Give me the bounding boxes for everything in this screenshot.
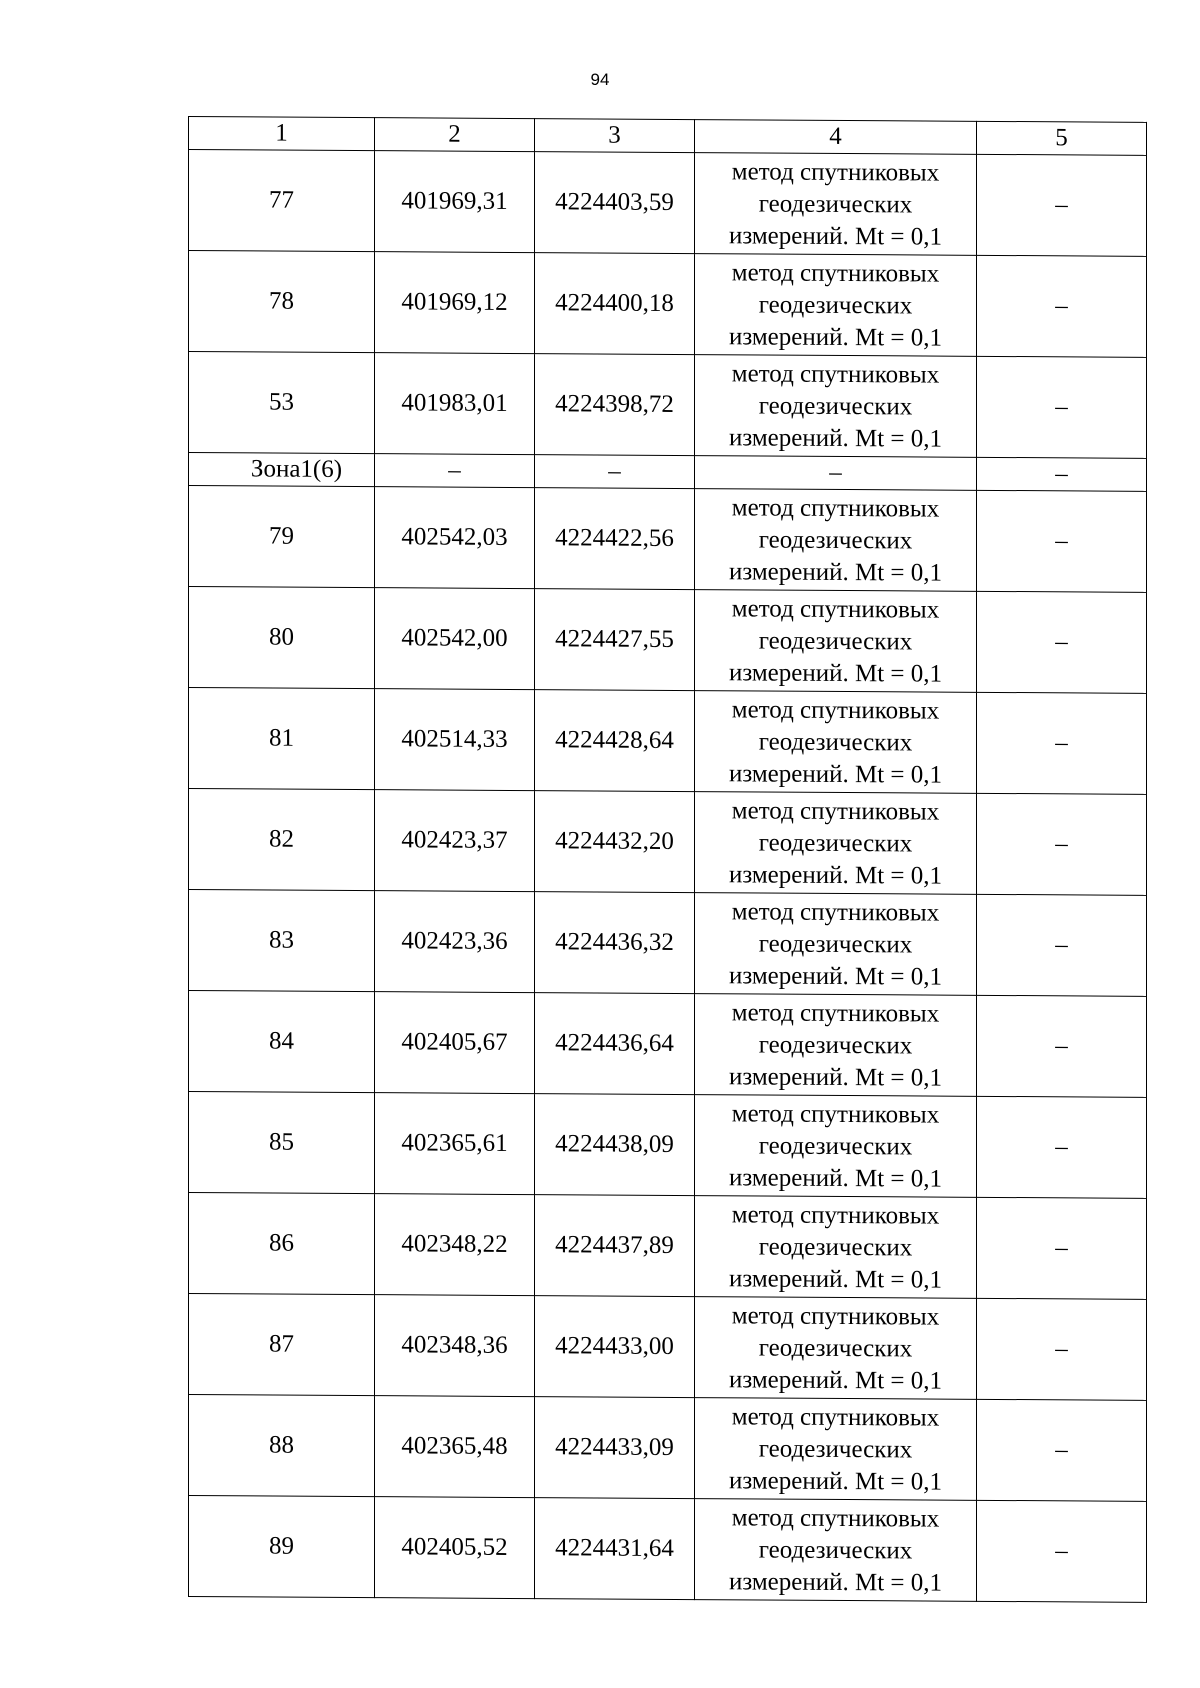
method-text-line: измерений. Mt = 0,1 bbox=[728, 861, 943, 890]
table-cell: – bbox=[375, 454, 535, 488]
table-row bbox=[189, 991, 1147, 1098]
note-cell: – bbox=[977, 490, 1147, 592]
point-number-cell: 83 bbox=[189, 890, 375, 992]
y-coordinate-cell: 4224398,72 bbox=[535, 354, 695, 456]
table-cell: – bbox=[977, 457, 1147, 491]
table-row bbox=[189, 1294, 1147, 1401]
method-text-line: геодезических bbox=[758, 1031, 913, 1060]
y-coordinate-cell: 4224400,18 bbox=[535, 253, 695, 355]
x-coordinate-cell: 401969,31 bbox=[375, 151, 535, 253]
x-coordinate-cell: 401983,01 bbox=[375, 353, 535, 455]
method-cell bbox=[695, 893, 977, 996]
method-cell bbox=[695, 792, 977, 895]
y-coordinate-cell: 4224436,32 bbox=[535, 892, 695, 994]
method-text-line: метод спутниковых bbox=[731, 1403, 940, 1432]
page-number: 94 bbox=[590, 70, 610, 89]
y-coordinate-cell: 4224422,56 bbox=[535, 488, 695, 590]
zone-label: Зона1(6) bbox=[189, 453, 375, 487]
method-text-line: геодезических bbox=[758, 392, 913, 421]
method-text-line: измерений. Mt = 0,1 bbox=[728, 1467, 943, 1496]
table-row bbox=[189, 486, 1147, 593]
method-cell bbox=[695, 254, 977, 357]
x-coordinate-cell: 402405,67 bbox=[375, 992, 535, 1094]
method-text-line: измерений. Mt = 0,1 bbox=[728, 962, 943, 991]
note-cell: – bbox=[977, 356, 1147, 458]
method-cell bbox=[695, 994, 977, 1097]
note-cell: – bbox=[977, 894, 1147, 996]
method-cell bbox=[695, 1196, 977, 1299]
method-text-line: измерений. Mt = 0,1 bbox=[728, 424, 943, 453]
y-coordinate-cell: 4224431,64 bbox=[535, 1498, 695, 1600]
method-text-line: измерений. Mt = 0,1 bbox=[728, 222, 943, 251]
point-number-cell: 88 bbox=[189, 1395, 375, 1497]
point-number-cell: 79 bbox=[189, 486, 375, 588]
y-coordinate-cell: 4224436,64 bbox=[535, 993, 695, 1095]
method-text-line: геодезических bbox=[758, 1435, 913, 1464]
method-text-line: геодезических bbox=[758, 1536, 913, 1565]
method-text-line: измерений. Mt = 0,1 bbox=[728, 1063, 943, 1092]
method-text-line: измерений. Mt = 0,1 bbox=[728, 323, 943, 352]
table-row bbox=[189, 1092, 1147, 1199]
method-cell bbox=[695, 1095, 977, 1198]
point-number-cell: 77 bbox=[189, 150, 375, 252]
note-cell: – bbox=[977, 591, 1147, 693]
method-cell bbox=[695, 691, 977, 794]
point-number-cell: 84 bbox=[189, 991, 375, 1093]
column-header: 3 bbox=[535, 119, 695, 153]
table-row bbox=[189, 587, 1147, 694]
method-text-line: измерений. Mt = 0,1 bbox=[728, 1265, 943, 1294]
y-coordinate-cell: 4224437,89 bbox=[535, 1195, 695, 1297]
y-coordinate-cell: 4224403,59 bbox=[535, 152, 695, 254]
table-row bbox=[189, 150, 1147, 257]
note-cell: – bbox=[977, 1500, 1147, 1602]
point-number-cell: 82 bbox=[189, 789, 375, 891]
note-cell: – bbox=[977, 1298, 1147, 1400]
note-cell: – bbox=[977, 1096, 1147, 1198]
y-coordinate-cell: 4224432,20 bbox=[535, 791, 695, 893]
point-number-cell: 80 bbox=[189, 587, 375, 689]
method-cell bbox=[695, 1297, 977, 1400]
note-cell: – bbox=[977, 995, 1147, 1097]
point-number-cell: 53 bbox=[189, 352, 375, 454]
y-coordinate-cell: 4224433,00 bbox=[535, 1296, 695, 1398]
point-number-cell: 87 bbox=[189, 1294, 375, 1396]
method-text-line: метод спутниковых bbox=[731, 797, 940, 826]
method-text-line: метод спутниковых bbox=[731, 158, 940, 187]
x-coordinate-cell: 402423,37 bbox=[375, 790, 535, 892]
note-cell: – bbox=[977, 1197, 1147, 1299]
x-coordinate-cell: 402423,36 bbox=[375, 891, 535, 993]
x-coordinate-cell: 401969,12 bbox=[375, 252, 535, 354]
column-header: 5 bbox=[977, 121, 1147, 155]
table-row bbox=[189, 1395, 1147, 1502]
x-coordinate-cell: 402542,00 bbox=[375, 588, 535, 690]
y-coordinate-cell: 4224433,09 bbox=[535, 1397, 695, 1499]
method-text-line: геодезических bbox=[758, 190, 913, 219]
note-cell: – bbox=[977, 154, 1147, 256]
point-number-cell: 89 bbox=[189, 1496, 375, 1598]
method-cell bbox=[695, 153, 977, 256]
method-text-line: измерений. Mt = 0,1 bbox=[728, 1366, 943, 1395]
column-header: 1 bbox=[189, 117, 375, 151]
table-row bbox=[189, 688, 1147, 795]
x-coordinate-cell: 402542,03 bbox=[375, 487, 535, 589]
point-number-cell: 86 bbox=[189, 1193, 375, 1295]
y-coordinate-cell: 4224438,09 bbox=[535, 1094, 695, 1196]
method-text-line: метод спутниковых bbox=[731, 259, 940, 288]
method-text-line: метод спутниковых bbox=[731, 898, 940, 927]
method-text-line: метод спутниковых bbox=[731, 494, 940, 523]
method-text-line: геодезических bbox=[758, 1334, 913, 1363]
method-text-line: геодезических bbox=[758, 1132, 913, 1161]
note-cell: – bbox=[977, 1399, 1147, 1501]
method-text-line: метод спутниковых bbox=[731, 595, 940, 624]
point-number-cell: 85 bbox=[189, 1092, 375, 1194]
method-text-line: геодезических bbox=[758, 291, 913, 320]
method-text-line: измерений. Mt = 0,1 bbox=[728, 659, 943, 688]
table-cell: – bbox=[535, 455, 695, 489]
y-coordinate-cell: 4224427,55 bbox=[535, 589, 695, 691]
method-text-line: метод спутниковых bbox=[731, 1302, 940, 1331]
method-text-line: геодезических bbox=[758, 526, 913, 555]
x-coordinate-cell: 402514,33 bbox=[375, 689, 535, 791]
x-coordinate-cell: 402348,22 bbox=[375, 1194, 535, 1296]
method-text-line: метод спутниковых bbox=[731, 999, 940, 1028]
column-header: 2 bbox=[375, 118, 535, 152]
method-cell bbox=[695, 590, 977, 693]
coordinates-table bbox=[188, 116, 1147, 1603]
x-coordinate-cell: 402365,61 bbox=[375, 1093, 535, 1195]
table-row bbox=[189, 1496, 1147, 1603]
x-coordinate-cell: 402405,52 bbox=[375, 1497, 535, 1599]
point-number-cell: 81 bbox=[189, 688, 375, 790]
method-cell bbox=[695, 355, 977, 458]
method-text-line: измерений. Mt = 0,1 bbox=[728, 558, 943, 587]
table-row bbox=[189, 1193, 1147, 1300]
method-cell bbox=[695, 489, 977, 592]
note-cell: – bbox=[977, 255, 1147, 357]
method-text-line: измерений. Mt = 0,1 bbox=[728, 1164, 943, 1193]
table-body bbox=[189, 117, 1147, 1603]
x-coordinate-cell: 402365,48 bbox=[375, 1396, 535, 1498]
method-text-line: метод спутниковых bbox=[731, 1100, 940, 1129]
table-row bbox=[189, 251, 1147, 358]
method-text-line: метод спутниковых bbox=[731, 1504, 940, 1533]
method-text-line: метод спутниковых bbox=[731, 1201, 940, 1230]
table-row bbox=[189, 789, 1147, 896]
method-cell bbox=[695, 1398, 977, 1501]
method-text-line: геодезических bbox=[758, 829, 913, 858]
note-cell: – bbox=[977, 793, 1147, 895]
table-cell: – bbox=[695, 456, 977, 491]
note-cell: – bbox=[977, 692, 1147, 794]
method-text-line: метод спутниковых bbox=[731, 360, 940, 389]
method-text-line: геодезических bbox=[758, 930, 913, 959]
column-header: 4 bbox=[695, 120, 977, 155]
table-row bbox=[189, 890, 1147, 997]
method-text-line: измерений. Mt = 0,1 bbox=[728, 1568, 943, 1597]
method-text-line: геодезических bbox=[758, 1233, 913, 1262]
table-row bbox=[189, 352, 1147, 459]
method-text-line: измерений. Mt = 0,1 bbox=[728, 760, 943, 789]
x-coordinate-cell: 402348,36 bbox=[375, 1295, 535, 1397]
method-text-line: геодезических bbox=[758, 728, 913, 757]
method-cell bbox=[695, 1499, 977, 1602]
zone-row bbox=[189, 453, 1147, 492]
method-text-line: геодезических bbox=[758, 627, 913, 656]
method-text-line: метод спутниковых bbox=[731, 696, 940, 725]
point-number-cell: 78 bbox=[189, 251, 375, 353]
y-coordinate-cell: 4224428,64 bbox=[535, 690, 695, 792]
